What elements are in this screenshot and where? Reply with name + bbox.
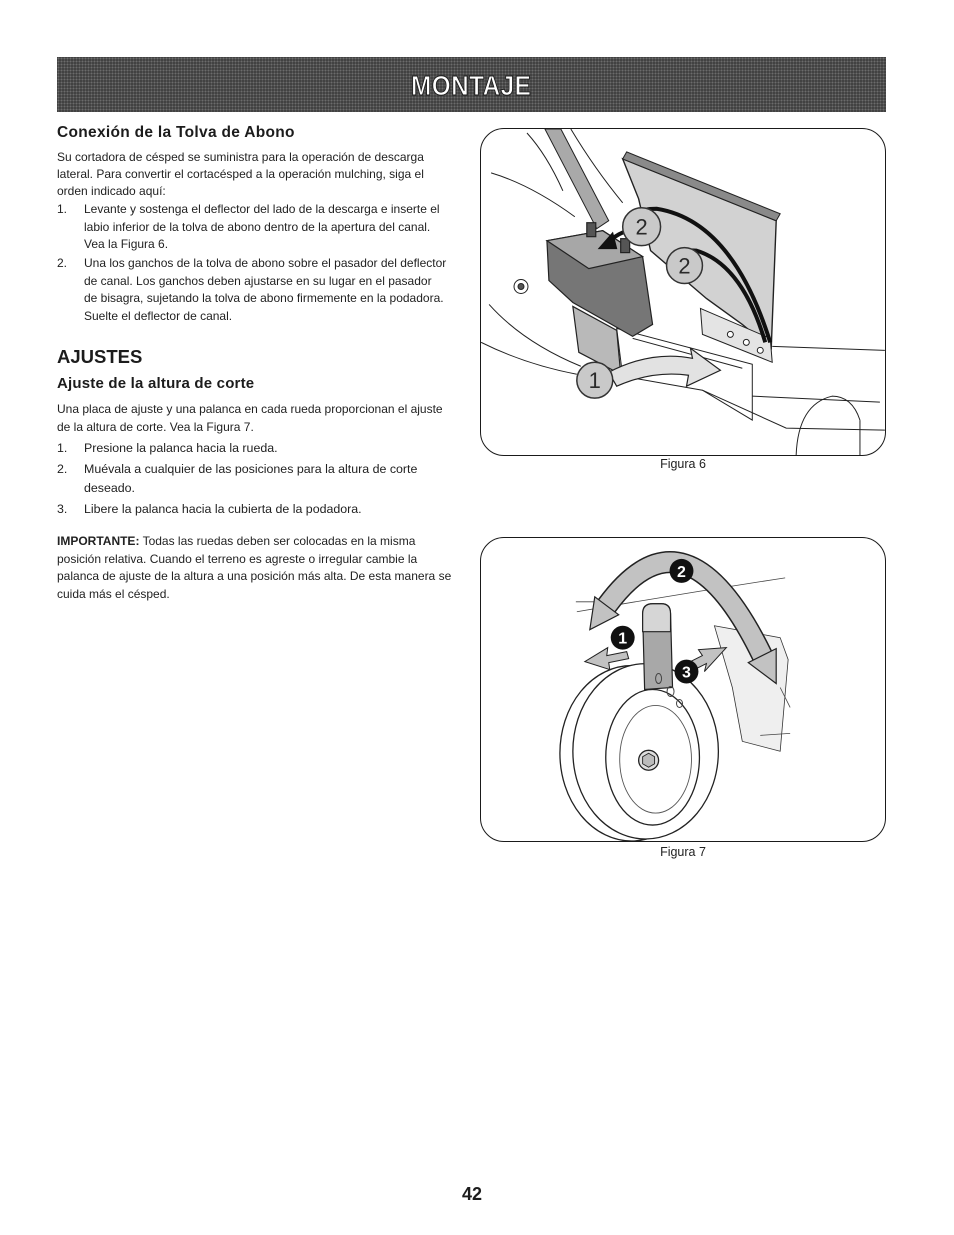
step-text: Una los ganchos de la tolva de abono sobre el pasador del deflector de canal. Los ganchos deben ajustarse en su lugar en el pasador de bisagra, sujetando la tolva de abono firmemente en la podadora. Suelte el deflector de canal. bbox=[84, 256, 447, 323]
deck-edge-line bbox=[752, 396, 880, 402]
page-title: MONTAJE bbox=[411, 70, 532, 101]
wheel-outline bbox=[796, 396, 860, 455]
step-number: 1. bbox=[57, 440, 68, 455]
mulch-plug-intro: Su cortadora de césped se suministra para la operación de descarga lateral. Para convertir el cortacésped a la operación mulching, siga el orden indicado aquí: bbox=[57, 149, 424, 198]
list-item bbox=[57, 201, 477, 254]
callout-number: 2 bbox=[677, 563, 686, 581]
list-item bbox=[57, 500, 477, 519]
important-label: IMPORTANTE: bbox=[57, 534, 140, 548]
callout-1 bbox=[611, 626, 635, 650]
lever-grip bbox=[643, 604, 671, 632]
step-number: 1. bbox=[57, 202, 68, 216]
height-adjust-lever bbox=[643, 604, 673, 690]
mulch-plug-steps bbox=[57, 201, 477, 327]
step-number: 2. bbox=[57, 256, 68, 271]
cutting-height-steps bbox=[57, 439, 477, 521]
list-item bbox=[57, 255, 477, 325]
mulch-plug-hook bbox=[587, 223, 596, 237]
adjustments-heading: AJUSTES bbox=[57, 346, 143, 367]
callout-1 bbox=[577, 362, 613, 398]
step-text: Levante y sostenga el deflector del lado de la descarga e inserte el labio inferior de la tolva de abono dentro de la apertura del canal. Vea la Figura 6. bbox=[84, 202, 440, 252]
deck-edge-line bbox=[702, 390, 884, 430]
callout-number: 3 bbox=[682, 664, 691, 682]
figure-7-illustration bbox=[481, 538, 885, 841]
callout-2 bbox=[670, 559, 694, 583]
cutting-height-heading: Ajuste de la altura de corte bbox=[57, 375, 255, 392]
figure-6-frame bbox=[480, 128, 886, 456]
hinge-hole bbox=[727, 331, 733, 337]
hinge-hole bbox=[757, 347, 763, 353]
figure-7-frame bbox=[480, 537, 886, 842]
hub-nut bbox=[643, 753, 655, 767]
step-text: Muévala a cualquier de las posiciones para la altura de corte deseado. bbox=[84, 461, 418, 495]
important-note bbox=[57, 533, 477, 604]
callout-2a bbox=[623, 208, 661, 246]
callout-3 bbox=[675, 660, 699, 684]
list-item bbox=[57, 439, 477, 458]
mower-handle bbox=[491, 129, 623, 229]
callout-2b bbox=[667, 248, 703, 284]
wheel bbox=[560, 664, 718, 841]
mulch-plug-heading: Conexión de la Tolva de Abono bbox=[57, 124, 295, 141]
cutting-height-intro: Una placa de ajuste y una palanca en cada rueda proporcionan el ajuste de la altura de corte. Vea la Figura 7. bbox=[57, 402, 443, 434]
rear-wheel bbox=[796, 396, 860, 455]
callout-number: 1 bbox=[618, 630, 628, 648]
deck-edge-line bbox=[491, 173, 575, 217]
knob-center bbox=[518, 284, 524, 290]
figure-7-caption: Figura 7 bbox=[660, 845, 706, 859]
callout-number: 2 bbox=[635, 214, 648, 240]
figure-6-illustration bbox=[481, 129, 885, 455]
list-item bbox=[57, 460, 477, 498]
deck-edge-line bbox=[772, 346, 885, 350]
important-text: Todas las ruedas deben ser colocadas en la misma posición relativa. Cuando el terreno es agreste o irregular cambie la palanca de ajuste de la altura a una posición más alta. De esta manera se cuida más el césped. bbox=[57, 534, 452, 602]
side-knob bbox=[514, 280, 528, 294]
page-number: 42 bbox=[461, 1184, 483, 1204]
hinge-hole bbox=[743, 339, 749, 345]
step-number: 3. bbox=[57, 501, 68, 516]
section-header-bar bbox=[57, 57, 886, 112]
step-number: 2. bbox=[57, 461, 68, 476]
handle-grip bbox=[545, 129, 609, 229]
insert-direction-arrow bbox=[609, 348, 721, 386]
step-text: Presione la palanca hacia la rueda. bbox=[84, 440, 278, 455]
step-text: Libere la palanca hacia la cubierta de la podadora. bbox=[84, 501, 362, 516]
figure-6-caption: Figura 6 bbox=[660, 457, 706, 471]
callout-number: 1 bbox=[588, 368, 601, 394]
deck-edge-line bbox=[489, 304, 581, 366]
callout-number: 2 bbox=[678, 253, 691, 279]
